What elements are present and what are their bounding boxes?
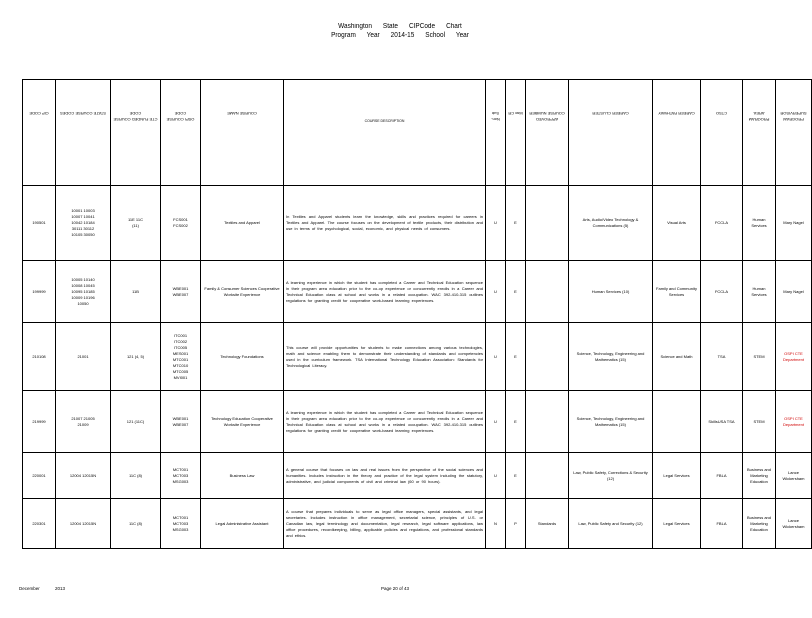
course-description-cell: This course will provide opportunities for students to make connections among various technologies, math and science enabling them to demonstrate their understanding of standards and competencies used in the curriculum framework. TSA International Technology Education Association: Standards for Technological Literacy. [284, 323, 486, 391]
program-area-cell: Human Services [743, 261, 776, 323]
course-description-cell: A course that prepares individuals to serve as legal office managers, special assistants, and legal secretaries. Includes instruction in office management, secretarial science, principles of U.S. or Canadian law, legal terminology and documentation, legal research, legal software applications, law office procedures, recordkeeping, billing, applicable policies and regulations, and professional standards and ethics. [284, 499, 486, 549]
footer-date [19, 586, 65, 591]
course-name-cell: Textiles and Apparel [201, 186, 284, 261]
cte-code-cell: 11C (8) [111, 453, 161, 499]
footer-year: 2013 [55, 586, 66, 591]
state-codes-cell: 10005 10140 10008 10045 10095 10185 10009 10196 10050 [56, 261, 111, 323]
course-name-cell: Technology Education Cooperative Worksite Experience [201, 391, 284, 453]
program-supervisor-cell: OSPI CTE Department [776, 391, 812, 453]
non-sub-cell: U [486, 453, 506, 499]
approved-course-cell [526, 453, 569, 499]
col-header-program-area: PROGRAM AREA [743, 80, 776, 186]
approved-course-cell [526, 323, 569, 391]
cip-code-cell: 199999 [23, 261, 56, 323]
ospi-code-cell: MCT001 MCT003 MSG003 [161, 499, 201, 549]
non-sub-cell: U [486, 391, 506, 453]
ospi-code-cell: FCS001 FCS002 [161, 186, 201, 261]
table-row [23, 186, 812, 261]
table-row [23, 391, 812, 453]
cip-code-table [22, 79, 812, 549]
career-pathway-cell: Science and Math [653, 323, 701, 391]
career-pathway-cell: Visual Arts [653, 186, 701, 261]
ctso-cell: FCCLA [701, 186, 743, 261]
document-title [32, 22, 768, 40]
header-row [23, 80, 812, 186]
col-header-career-pathway: CAREER PATHWAY [653, 80, 701, 186]
approved-course-cell: Standards [526, 499, 569, 549]
max-cr-cell: E [506, 186, 526, 261]
col-header-max-cr: Max CR [506, 80, 526, 186]
cte-code-cell: 11E 11C (11) [111, 186, 161, 261]
non-sub-cell: U [486, 261, 506, 323]
col-header-cte-funded-code: CTE FUNDED COURSE CODE [111, 80, 161, 186]
career-cluster-cell: Science, Technology, Engineering and Mathematics (15) [569, 323, 653, 391]
approved-course-cell [526, 391, 569, 453]
cip-code-cell: 190501 [23, 186, 56, 261]
cte-code-cell: 121 (4, 5) [111, 323, 161, 391]
ospi-code-cell: MCT001 MCT003 MSG003 [161, 453, 201, 499]
cip-code-cell: 219999 [23, 391, 56, 453]
max-cr-cell: E [506, 453, 526, 499]
course-description-cell: In Textiles and Apparel students learn the knowledge, skills and practices required for careers in Textiles and Apparel. The course focuses on the development of textile products, their distribution and use in terms of the psychological, social, economic, and physical needs of consumers. [284, 186, 486, 261]
col-header-course-name: COURSE NAME [201, 80, 284, 186]
program-supervisor-cell: OSPI CTE Department [776, 323, 812, 391]
title-line-2: Program Year 2014-15 School Year [331, 32, 469, 39]
col-header-ctso: CTSO [701, 80, 743, 186]
course-description-cell: A learning experience in which the student has completed a Career and Technical Education sequence in their program area education prior to the co-op experience or concurrently enrolls in a Career and Technical Education class at school and works in a related occupation. WAC 392-410-315 outlines regulations for granting credit for cooperative work-based learning experiences. [284, 261, 486, 323]
title-line-1: Washington State CIPCode Chart [338, 23, 462, 30]
col-header-approved-course: APPROVED COURSE NUMBER [526, 80, 569, 186]
table-row [23, 261, 812, 323]
max-cr-cell: P [506, 499, 526, 549]
career-cluster-cell: Human Services (10) [569, 261, 653, 323]
cte-code-cell: 121 (11C) [111, 391, 161, 453]
ospi-code-cell: WBE001 WBE007 [161, 261, 201, 323]
max-cr-cell: E [506, 391, 526, 453]
cip-code-cell: 220001 [23, 453, 56, 499]
career-pathway-cell [653, 391, 701, 453]
table-row [23, 323, 812, 391]
career-cluster-cell: Science, Technology, Engineering and Mathematics (15) [569, 391, 653, 453]
col-header-non-sub: Non-Sub [486, 80, 506, 186]
program-area-cell: Human Services [743, 186, 776, 261]
course-description-cell: A learning experience in which the student has completed a Career and Technical Education sequence in their program area education prior to the co-op experience or concurrently enrolls in a Career and Technical Education class at school and works in a related occupation. WAC 392-410-315 outlines regulations for granting credit for cooperative work-based learning experiences. [284, 391, 486, 453]
program-supervisor-cell: Lance Wickersham [776, 499, 812, 549]
table-row [23, 453, 812, 499]
program-area-cell: STEM [743, 323, 776, 391]
col-header-state-course-codes: STATE COURSE CODES [56, 80, 111, 186]
career-cluster-cell: Law, Public Safety, Corrections & Security (12) [569, 453, 653, 499]
col-header-cip-code: CIP CODE [23, 80, 56, 186]
max-cr-cell: E [506, 261, 526, 323]
approved-course-cell [526, 261, 569, 323]
course-name-cell: Legal Administrative Assistant [201, 499, 284, 549]
career-pathway-cell: Legal Services [653, 499, 701, 549]
col-header-career-cluster: CAREER CLUSTER [569, 80, 653, 186]
col-header-program-supervisor: PROGRAM SUPERVISOR [776, 80, 812, 186]
ctso-cell: FBLA [701, 453, 743, 499]
non-sub-cell: N [486, 499, 506, 549]
program-supervisor-cell: Mary Nagel [776, 261, 812, 323]
program-area-cell: Business and Marketing Education [743, 453, 776, 499]
col-header-course-description: COURSE DESCRIPTION [284, 80, 486, 186]
cip-code-cell: 210108 [23, 323, 56, 391]
footer-month: December [19, 586, 40, 591]
ospi-code-cell: ITC001 ITC002 ITC005 MES001 MTC001 MTC010 MTC005 MVI001 [161, 323, 201, 391]
non-sub-cell: U [486, 186, 506, 261]
ospi-code-cell: WBE001 WBE007 [161, 391, 201, 453]
cte-code-cell: 11B [111, 261, 161, 323]
program-area-cell: STEM [743, 391, 776, 453]
max-cr-cell: E [506, 323, 526, 391]
career-pathway-cell: Legal Services [653, 453, 701, 499]
career-cluster-cell: Arts, Audio/Video Technology & Communications (5) [569, 186, 653, 261]
ctso-cell: SkillsUSA TSA [701, 391, 743, 453]
col-header-ospi-code: OSPI COURSE CODE [161, 80, 201, 186]
state-codes-cell: 10001 10003 10007 10041 10042 10184 30111 30112 10105 30050 [56, 186, 111, 261]
non-sub-cell: U [486, 323, 506, 391]
career-cluster-cell: Law, Public Safety and Security (12) [569, 499, 653, 549]
program-area-cell: Business and Marketing Education [743, 499, 776, 549]
program-supervisor-cell: Mary Nagel [776, 186, 812, 261]
state-codes-cell: 21007 21005 21009 [56, 391, 111, 453]
program-supervisor-cell: Lance Wickersham [776, 453, 812, 499]
ctso-cell: FBLA [701, 499, 743, 549]
approved-course-cell [526, 186, 569, 261]
state-codes-cell: 21001 [56, 323, 111, 391]
career-pathway-cell: Family and Community Services [653, 261, 701, 323]
state-codes-cell: 12004 12015N [56, 499, 111, 549]
footer-page-number: Page 20 of 43 [381, 586, 410, 591]
course-name-cell: Technology Foundations [201, 323, 284, 391]
table-row [23, 499, 812, 549]
course-name-cell: Family & Consumer Sciences Cooperative Worksite Experience [201, 261, 284, 323]
ctso-cell: TSA [701, 323, 743, 391]
course-description-cell: A general course that focuses on law and real issues from the perspective of the social sciences and humanities. Includes instruction in the theory and practice of the legal system including the statutory, administrative, and judicial components of civil and criminal law (60 or 90 hours). [284, 453, 486, 499]
ctso-cell: FCCLA [701, 261, 743, 323]
course-name-cell: Business Law [201, 453, 284, 499]
cip-code-cell: 220301 [23, 499, 56, 549]
cte-code-cell: 11C (8) [111, 499, 161, 549]
state-codes-cell: 12004 12015N [56, 453, 111, 499]
